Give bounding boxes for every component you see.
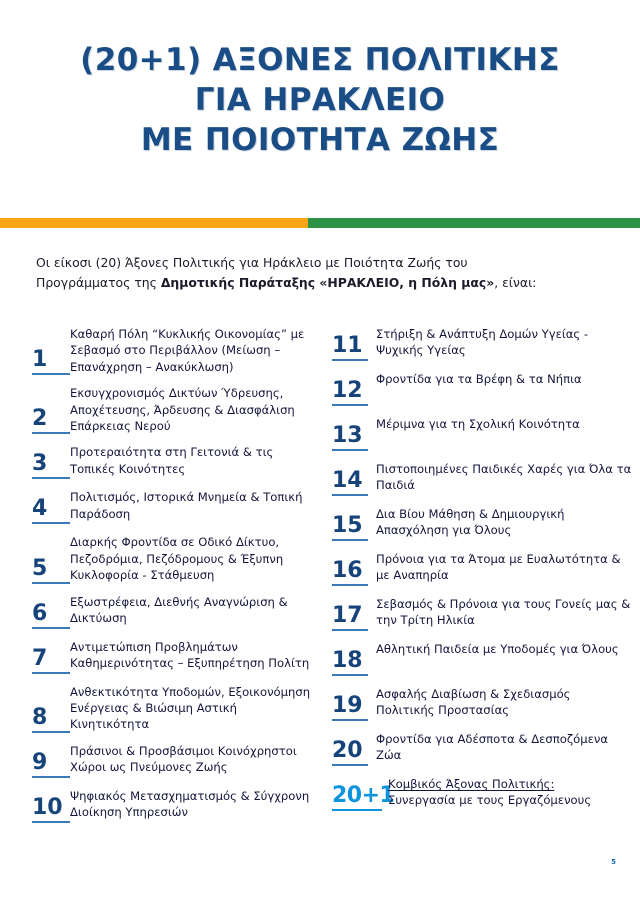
axis-label: Εξωστρέφεια, Διεθνής Αναγνώριση & Δικτύωση	[70, 594, 288, 626]
axes-columns	[0, 325, 640, 832]
axis-label-highlight-line1: Κομβικός Άξονας Πολιτικής:	[388, 777, 555, 791]
axis-number: 18	[332, 648, 363, 673]
axis-label: Στήριξη & Ανάπτυξη Δομών Υγείας - Ψυχικής Υγείας	[376, 327, 589, 358]
axis-label: Μέριμνα για τη Σχολική Κοινότητα	[376, 417, 580, 431]
axis-item	[32, 593, 312, 629]
axis-item	[32, 325, 312, 375]
axis-label: Φροντίδα για τα Βρέφη & τα Νήπια	[376, 372, 582, 386]
title-line-3: ΜΕ ΠΟΙΟΤΗΤΑ ΖΩΗΣ	[140, 122, 500, 158]
axis-number-underline	[332, 764, 368, 766]
axis-item	[32, 787, 312, 823]
divider-color-bar	[0, 218, 640, 228]
axis-number: 9	[32, 749, 48, 775]
axis-number-block	[332, 730, 376, 766]
axis-number-block	[332, 685, 376, 721]
axis-number: 15	[332, 513, 363, 538]
axis-number-highlight: 20+1	[332, 783, 395, 808]
axis-label: Αντιμετώπιση Προβλημάτων Καθημερινότητας – Εξυπηρέτηση Πολίτη	[70, 639, 310, 671]
axis-number-underline	[332, 674, 368, 676]
axis-number-underline	[32, 627, 70, 629]
title-line-1: (20+1) ΑΞΟΝΕΣ ΠΟΛΙΤΙΚΗΣ	[80, 42, 560, 78]
axis-number-underline	[32, 373, 70, 375]
page-number: 5	[611, 858, 616, 866]
axis-number-underline	[332, 539, 368, 541]
intro-text-bold: Δημοτικής Παράταξης «ΗΡΑΚΛΕΙΟ, η Πόλη μας»	[160, 275, 495, 290]
axis-item	[332, 325, 632, 361]
axis-number-underline	[32, 582, 70, 584]
axis-number: 20	[332, 738, 363, 763]
axis-label: Καθαρή Πόλη “Κυκλικής Οικονομίας” με Σεβασμό στο Περιβάλλον (Μείωση – Επανάχρηση – Ανακύκλωση)	[70, 327, 305, 374]
axis-label: Πολιτισμός, Ιστορικά Μνημεία & Τοπική Παράδοση	[70, 490, 303, 521]
axis-item	[332, 505, 632, 541]
divider-green-segment	[308, 218, 640, 228]
axis-number-block	[32, 325, 70, 375]
axis-number: 6	[32, 600, 48, 626]
axis-item	[332, 685, 632, 721]
axis-item	[32, 533, 312, 583]
axis-number-underline	[32, 776, 70, 778]
axis-number-underline	[32, 672, 70, 674]
axis-item	[32, 443, 312, 479]
axis-number: 8	[32, 704, 48, 730]
axis-number: 2	[32, 406, 48, 432]
axis-label: Πράσινοι & Προσβάσιμοι Κοινόχρηστοι Χώροι ως Πνεύμονες Ζωής	[70, 743, 297, 775]
axis-item	[332, 415, 632, 451]
axis-number-block	[332, 325, 376, 361]
axis-number-block	[32, 787, 70, 823]
axis-item	[32, 683, 312, 733]
axis-number-block	[32, 384, 70, 434]
intro-text-part2: , είναι:	[494, 275, 537, 290]
axes-column-right	[320, 325, 640, 832]
axis-number-underline	[332, 809, 382, 811]
axis-label-highlight	[388, 775, 632, 809]
axis-number-block	[332, 640, 376, 676]
axis-number-underline	[332, 359, 368, 361]
axis-item	[32, 384, 312, 434]
axis-label: Πρόνοια για τα Άτομα με Ευαλωτότητα & με Αναπηρία	[376, 552, 621, 583]
axis-number: 11	[332, 333, 363, 358]
axis-number-underline	[32, 731, 70, 733]
axis-number: 7	[32, 645, 48, 671]
axis-item	[332, 550, 632, 586]
axis-number-underline	[332, 629, 368, 631]
axis-item	[332, 595, 632, 631]
axis-label: Πιστοποιημένες Παιδικές Χαρές για Όλα τα Παιδιά	[376, 462, 632, 493]
axis-label: Εκσυγχρονισμός Δικτύων Ύδρευσης, Αποχέτευσης, Άρδευσης & Διασφάλιση Επάρκειας Νερού	[70, 386, 295, 434]
axis-item	[32, 742, 312, 778]
axis-number-underline	[332, 494, 368, 496]
divider-orange-segment	[0, 218, 308, 228]
axis-label: Ανθεκτικότητα Υποδομών, Εξοικονόμηση Ενέργειας & Βιώσιμη Αστική Κινητικότητα	[70, 684, 311, 732]
axis-number-block	[332, 460, 376, 496]
intro-text-part1: Οι είκοσι (20) Άξονες Πολιτικής για Ηράκλειο με Ποιότητα Ζωής του Προγράμματος της	[36, 255, 468, 290]
axis-number: 16	[332, 558, 363, 583]
axis-label: Προτεραιότητα στη Γειτονιά & τις Τοπικές Κοινότητες	[70, 445, 274, 476]
axis-number: 19	[332, 693, 363, 718]
axis-number-block	[32, 488, 70, 524]
axis-item	[332, 730, 632, 766]
axis-number-block	[32, 683, 70, 733]
axis-number-block	[332, 595, 376, 631]
axis-number: 4	[32, 496, 48, 522]
axis-number-block	[32, 593, 70, 629]
axis-label: Ασφαλής Διαβίωση & Σχεδιασμός Πολιτικής Προστασίας	[376, 687, 571, 718]
axis-number-underline	[332, 719, 368, 721]
axis-number: 1	[32, 347, 48, 373]
axis-label: Ψηφιακός Μετασχηματισμός & Σύγχρονη Διοίκηση Υπηρεσιών	[70, 788, 310, 820]
axis-label: Αθλητική Παιδεία με Υποδομές για Όλους	[376, 642, 619, 656]
axis-item	[332, 370, 632, 406]
axis-label: Φροντίδα για Αδέσποτα & Δεσποζόμενα Ζώα	[376, 732, 609, 763]
axis-item	[32, 488, 312, 524]
axis-number-underline	[32, 821, 70, 823]
axis-number-block	[332, 370, 376, 406]
axis-number-block	[332, 550, 376, 586]
axis-number: 5	[32, 555, 48, 581]
axis-number: 12	[332, 378, 363, 403]
axis-number: 10	[32, 794, 63, 820]
axis-number-block	[332, 505, 376, 541]
axis-label: Σεβασμός & Πρόνοια για τους Γονείς μας & την Τρίτη Ηλικία	[376, 597, 631, 628]
page-title	[0, 0, 640, 160]
axis-number-underline	[32, 432, 70, 434]
axis-label-highlight-line2: Συνεργασία με τους Εργαζόμενους	[388, 793, 592, 808]
axis-number-underline	[332, 584, 368, 586]
axis-number: 3	[32, 451, 48, 477]
axis-number: 17	[332, 603, 363, 628]
axes-column-left	[0, 325, 320, 832]
axis-number-block	[32, 533, 70, 583]
axis-item-highlight	[332, 775, 632, 811]
axis-number-block	[332, 775, 395, 811]
axis-number: 13	[332, 423, 363, 448]
axis-number-block	[32, 742, 70, 778]
title-line-2: ΓΙΑ ΗΡΑΚΛΕΙΟ	[194, 82, 446, 118]
axis-item	[32, 638, 312, 674]
axis-number-underline	[32, 477, 70, 479]
intro-paragraph	[36, 253, 556, 293]
axis-number-underline	[332, 449, 368, 451]
axis-item	[332, 460, 632, 496]
axis-label: Δια Βίου Μάθηση & Δημιουργική Απασχόληση για Όλους	[376, 507, 565, 538]
axis-number-block	[332, 415, 376, 451]
axis-item	[332, 640, 632, 676]
axis-number-block	[32, 443, 70, 479]
axis-number-underline	[32, 522, 70, 524]
axis-number-block	[32, 638, 70, 674]
axis-label: Διαρκής Φροντίδα σε Οδικό Δίκτυο, Πεζοδρόμια, Πεζόδρομους & Έξυπνη Κυκλοφορία - Στάθμευση	[70, 535, 284, 583]
axis-number-underline	[332, 404, 368, 406]
axis-number: 14	[332, 468, 363, 493]
